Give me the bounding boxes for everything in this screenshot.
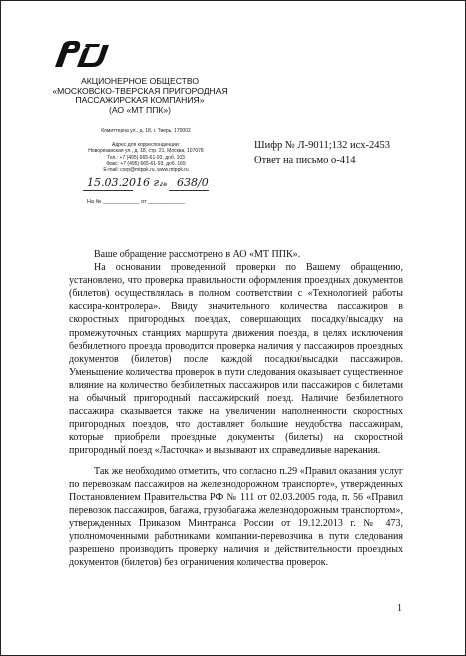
organization-header <box>51 77 229 115</box>
handwritten-date: 15.03.2016 г. <box>87 176 163 189</box>
correspondence-address <box>76 142 216 173</box>
address-line: E-mail: corp@mtppk.ru, www.mtppk.ru <box>103 167 189 174</box>
rzd-logo-icon <box>53 39 111 69</box>
legal-address: Комиттерна ул., д. 18, г. Тверь, 170002 <box>101 128 191 134</box>
reference-block <box>254 138 390 168</box>
org-line: «МОСКОВСКО-ТВЕРСКАЯ ПРИГОРОДНАЯ <box>52 85 228 96</box>
date-underline <box>83 190 133 191</box>
body-paragraph: Ваше обращение рассмотрено в АО «МТ ППК». <box>94 249 301 260</box>
org-line: (АО «МТ ППК») <box>108 104 172 115</box>
address-line: Новорязанская ул., д. 18, стр. 21, Москва, 107078 <box>88 148 204 155</box>
body-paragraph: Так же необходимо отметить, что согласно п.29 «Правил оказания услуг по перевозкам пассажиров на железнодорожном транспорте», утвержденных Постановлением Правительства РФ № 111 от 02.03.2005 года, п. 56 «Правил перевозок пассажиров, багажа, грузобагажа железнодорожным транспортом», утвержденных Приказом Минтранса России от 19.12.2013 г. № 473, уполномоченными работниками компании-перевозчика в пути следования разрешено производить проверку наличия и действительности проездных документов (билетов) без ограничения количества проверок. <box>69 465 403 569</box>
page-number: 1 <box>397 603 402 614</box>
letter-body <box>69 248 403 569</box>
reply-reference-line: На № ____________ от ____________ <box>87 199 185 205</box>
cipher-code: Шифр № Л-9011;132 исх-2453 <box>254 140 390 151</box>
body-paragraph: На основании проведенной проверки по Вашему обращению, установлено, что проверка правильности оформления проездных документов (билетов) осуществлялась в полном соответствии с «Технологией работы кассира-контролера». Ввиду значительного количества пассажиров в скоростных пригородных поездах, совершающих посадку/высадку на промежуточных станциях маршрута движения поезда, в целях исключения безбилетного проезда проводится проверка наличия у пассажиров проездных документов (билетов) после каждой посадки/высадки пассажиров. Уменьшение количества проверок в пути следования оказывает существенное влияние на количество безбилетных пассажиров или пассажиров с билетами на обычный пригородный пассажирский поезд. Наличие безбилетного пассажира сказывается также на увеличении наполненности скоростных пригородных поездов, что доставляет большие неудобства пассажирам, которые приобрели проездные документы (билеты) на скоростной пригородный поезд «Ласточка» и вызывают их справедливые нарекания. <box>69 262 403 457</box>
number-underline <box>169 190 209 191</box>
address-line: Тел.: +7 (495) 665-61-93, доб. 103 <box>107 154 185 161</box>
address-line: Факс: +7 (495) 665-61-93, доб. 165 <box>106 160 186 167</box>
org-line: АКЦИОНЕРНОЕ ОБЩЕСТВО <box>80 76 200 86</box>
number-label: № <box>161 182 168 188</box>
address-line: Адрес для корреспонденции: <box>111 142 181 148</box>
handwritten-number: 638/0 <box>177 176 209 189</box>
reply-to-letter: Ответ на письмо о-414 <box>254 155 356 166</box>
org-line: ПАССАЖИРСКАЯ КОМПАНИЯ» <box>75 95 205 106</box>
